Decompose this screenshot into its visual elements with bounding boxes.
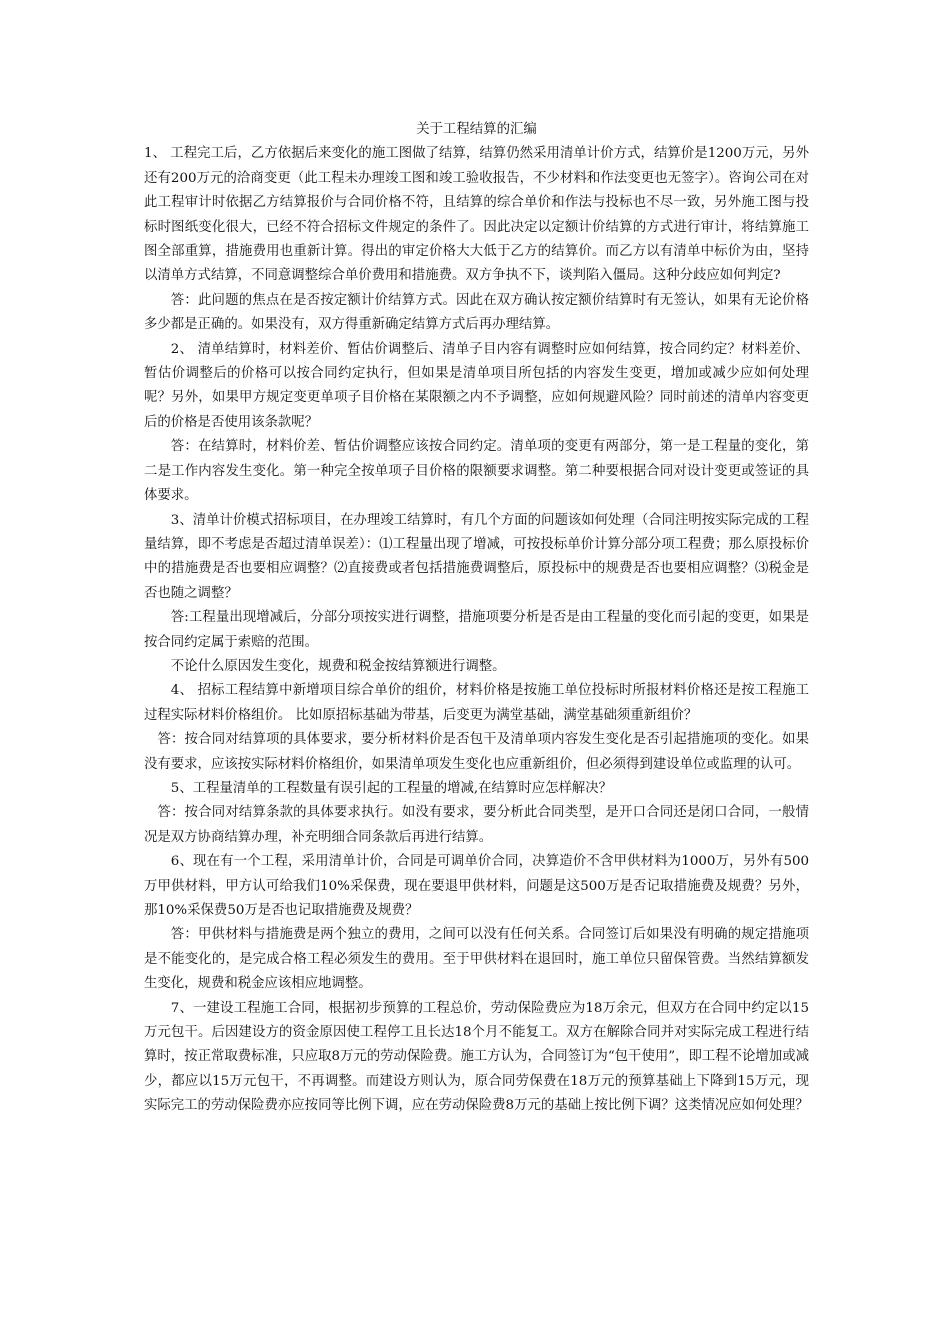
paragraph-answer-2: 答：在结算时，材料价差、暂估价调整应该按合同约定。清单项的变更有两部分，第一是工程量的变化，第二是工作内容发生变化。第一种完全按单项子目价格的限额要求调整。第二种要根据合同对设计变更或签证的具体要求。 xyxy=(144,439,809,504)
paragraph-answer-4: 答：按合同对结算项的具体要求，要分析材料价是否包干及清单项内容发生变化是否引起措施项的变化。如果没有要求，应该按实际材料价格组价，如果清单项发生变化也应重新组价，但必须得到建设单位或监理的认可。 xyxy=(144,732,809,772)
paragraph-question-6: 6、现在有一个工程，采用清单计价，合同是可调单价合同，决算造价不含甲供材料为1000万，另外有500万甲供材料，甲方认可给我们10%采保费，现在要退甲供材料，问题是这500万是否记取措施费及规费？另外，那10%采保费50万是否也记取措施费及规费？ xyxy=(144,854,809,918)
paragraph-answer-3a: 答:工程量出现增减后，分部分项按实进行调整，措施项要分析是否是由工程量的变化而引起的变更，如果是按合同约定属于索赔的范围。 xyxy=(144,610,809,650)
paragraph-question-7: 7、一建设工程施工合同，根据初步预算的工程总价，劳动保险费应为18万余元，但双方在合同中约定以15万元包干。后因建设方的资金原因使工程停工且长达18个月不能复工。双方在解除合同并对实际完成工程进行结算时，按正常取费标准，只应取8万元的劳动保险费。施工方认为，合同签订为“包干使用”，即工程不论增加或减少，都应以15万元包干，不再调整。而建设方则认为，原合同劳保费在18万元的预算基础上下降到15万元，现实际完工的劳动保险费亦应按同等比例下调，应在劳动保险费8万元的基础上按比例下调？这类情况应如何处理？ xyxy=(144,1000,809,1114)
document-page xyxy=(144,118,809,1119)
paragraph-answer-3b: 不论什么原因发生变化，规费和税金按结算额进行调整。 xyxy=(170,658,506,674)
paragraph-question-4: 4、 招标工程结算中新增项目综合单价的组价，材料价格是按施工单位投标时所报材料价格还是按工程施工过程实际材料价格组价。 比如原招标基础为带基，后变更为满堂基础，满堂基础须重新组价？ xyxy=(144,683,809,723)
paragraph-answer-5: 答：按合同对结算条款的具体要求执行。如没有要求，要分析此合同类型，是开口合同还是闭口合同，一般情况是双方协商结算办理，补充明细合同条款后再进行结算。 xyxy=(144,805,809,845)
paragraph-question-3: 3、清单计价模式招标项目，在办理竣工结算时，有几个方面的问题该如何处理（合同注明按实际完成的工程量结算，即不考虑是否超过清单误差）：⑴工程量出现了增减，可按投标单价计算分部分项工程费；那么原投标价中的措施费是否也要相应调整？⑵直接费或者包括措施费调整后，原投标中的规费是否也要相应调整？⑶税金是否也随之调整？ xyxy=(144,512,809,601)
paragraph-question-5: 5、工程量清单的工程数量有误引起的工程量的增减,在结算时应怎样解决？ xyxy=(170,780,613,796)
paragraph-answer-1: 答：此问题的焦点在是否按定额计价结算方式。因此在双方确认按定额价结算时有无签认，如果有无论价格多少都是正确的。如果没有，双方得重新确定结算方式后再办理结算。 xyxy=(144,292,809,333)
paragraph-question-2: 2、 清单结算时，材料差价、暂估价调整后、清单子目内容有调整时应如何结算，按合同约定？材料差价、暂估价调整后的价格可以按合同约定执行，但如果是清单项目所包括的内容发生变更，增加或减少应如何处理呢？另外，如果甲方规定变更单项子目价格在某限额之内不予调整，应如何规避风险？同时前述的清单内容变更后的价格是否使用该条款呢？ xyxy=(144,341,809,430)
paragraph-question-1: 1、 工程完工后，乙方依据后来变化的施工图做了结算，结算仍然采用清单计价方式，结算价是1200万元，另外还有200万元的洽商变更（此工程未办理竣工图和竣工验收报告，不少材料和作法变更也无签字）。咨询公司在对此工程审计时依据乙方结算报价与合同价格不符，且结算的综合单价和作法与投标也不尽一致，另外施工图与投标时图纸变化很大，已经不符合招标文件规定的条件了。因此决定以定额计价结算的方式进行审计，将结算施工图全部重算，措施费用也重新计算。得出的审定价格大大低于乙方的结算价。而乙方以有清单中标价为由，坚持以清单方式结算，不同意调整综合单价费用和措施费。双方争执不下，谈判陷入僵局。这种分歧应如何判定? xyxy=(144,146,809,284)
document-title: 关于工程结算的汇编 xyxy=(416,122,537,137)
paragraph-answer-6: 答：甲供材料与措施费是两个独立的费用，之间可以没有任何关系。合同签订后如果没有明确的规定措施项是不能变化的，是完成合格工程必须发生的费用。至于甲供材料在退回时，施工单位只留保管费。当然结算额发生变化，规费和税金应该相应地调整。 xyxy=(144,927,809,992)
